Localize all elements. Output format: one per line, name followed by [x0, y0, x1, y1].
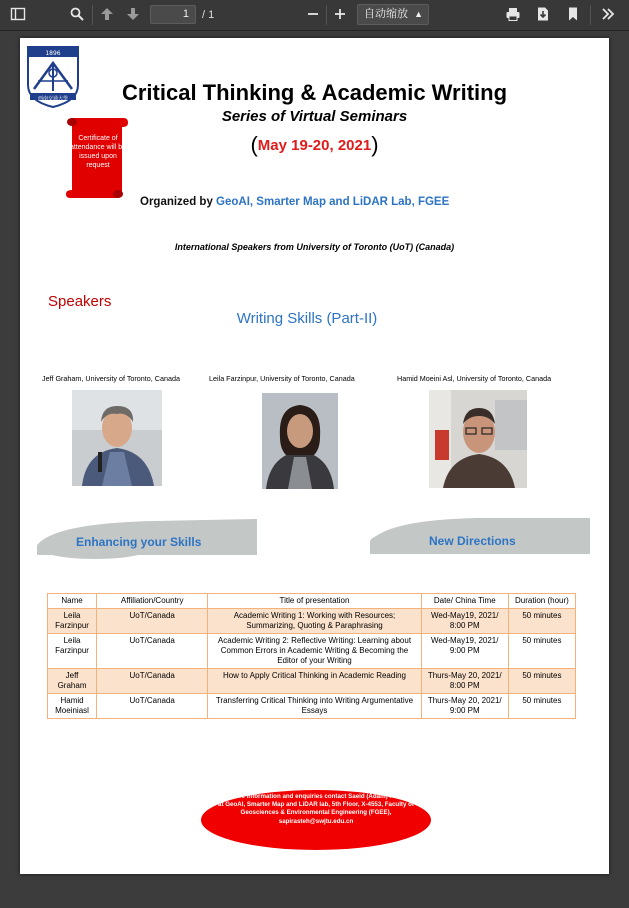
more-tools-icon[interactable] [600, 6, 616, 24]
toolbar-separator [92, 5, 93, 25]
table-row [48, 694, 576, 719]
international-speakers-note: International Speakers from University of Toronto (UoT) (Canada) [174, 242, 455, 252]
cell-name: Jeff Graham [48, 669, 97, 694]
down-arrow-icon[interactable] [125, 6, 141, 24]
contact-text: For more information and enquiries contact Saeid (Adam) Pirasteh at GeoAI, Smarter Map and LiDAR lab, 5th Floor, X-4553, Faculty of Geosciences & Environmental Engineering (FGEE), sapirasteh@swjtu.edu.cn [218, 793, 414, 825]
pdf-toolbar [0, 0, 629, 31]
svg-text:1896: 1896 [45, 50, 61, 57]
zoom-select-label: 自动缩放 [364, 8, 408, 20]
dates-close-paren: ) [371, 132, 379, 157]
pdf-page [20, 38, 609, 874]
toolbar-separator [326, 5, 327, 25]
cell-affiliation: UoT/Canada [97, 669, 208, 694]
section-title: Writing Skills (Part-II) [236, 310, 378, 327]
dates-text: May 19-20, 2021 [257, 137, 372, 154]
cell-affiliation: UoT/Canada [97, 609, 208, 634]
table-header-row [48, 594, 576, 609]
organizer-line [140, 196, 449, 208]
page-number-input[interactable]: 1 [150, 5, 196, 24]
cell-title: How to Apply Critical Thinking in Academic Reading [208, 669, 421, 694]
cell-affiliation: UoT/Canada [97, 634, 208, 669]
page-total: / 1 [202, 9, 215, 21]
speaker-name-2: Leila Farzinpur, University of Toronto, Canada [209, 374, 355, 383]
document-title: Critical Thinking & Academic Writing [121, 80, 508, 105]
cell-name: Leila Farzinpur [48, 609, 97, 634]
col-header-name: Name [48, 594, 97, 609]
zoom-in-icon[interactable] [333, 6, 347, 24]
dates-open-paren: ( [250, 132, 258, 157]
schedule-table [47, 593, 576, 719]
cell-duration: 50 minutes [508, 669, 575, 694]
col-header-title: Title of presentation [208, 594, 421, 609]
cell-title: Transferring Critical Thinking into Writing Argumentative Essays [208, 694, 421, 719]
banner-left-text: Enhancing your Skills [76, 535, 202, 549]
cell-duration: 50 minutes [508, 609, 575, 634]
chevron-updown-icon: ▲︎ [414, 9, 423, 19]
cell-duration: 50 minutes [508, 634, 575, 669]
table-row [48, 669, 576, 694]
speaker-photo-2 [262, 393, 338, 489]
banner-right-text: New Directions [429, 534, 516, 548]
cell-duration: 50 minutes [508, 694, 575, 719]
print-icon[interactable] [505, 6, 521, 24]
certificate-text: Certificate of attendance will be issued upon request [69, 135, 127, 169]
cell-date: Wed-May19, 2021/ 9:00 PM [421, 634, 508, 669]
zoom-select[interactable] [357, 4, 429, 25]
table-row [48, 634, 576, 669]
logo-caption: 西南交通大學 [37, 96, 68, 102]
cell-title: Academic Writing 1: Working with Resources; Summarizing, Quoting & Paraphrasing [208, 609, 421, 634]
col-header-date: Date/ China Time [421, 594, 508, 609]
speaker-name-1: Jeff Graham, University of Toronto, Canada [42, 374, 180, 383]
cell-affiliation: UoT/Canada [97, 694, 208, 719]
col-header-duration: Duration (hour) [508, 594, 575, 609]
speakers-heading: Speakers [48, 293, 112, 310]
speaker-photo-3 [429, 390, 527, 488]
cell-date: Thurs-May 20, 2021/ 8:00 PM [421, 669, 508, 694]
cell-date: Wed-May19, 2021/ 8:00 PM [421, 609, 508, 634]
speaker-name-3: Hamid Moeini Asl, University of Toronto, Canada [397, 374, 552, 383]
up-arrow-icon[interactable] [99, 6, 115, 24]
sidebar-toggle-icon[interactable] [10, 6, 26, 24]
cell-title: Academic Writing 2: Reflective Writing: Learning about Common Errors in Academic Writing & Becoming the Editor of your Writing [208, 634, 421, 669]
zoom-out-icon[interactable] [306, 6, 320, 24]
organizer-lab: GeoAI, Smarter Map and LiDAR Lab, FGEE [216, 196, 450, 208]
speaker-photo-1 [72, 390, 162, 486]
document-subtitle: Series of Virtual Seminars [221, 108, 408, 125]
search-icon[interactable] [69, 6, 85, 24]
organized-prefix: Organized by [140, 196, 217, 208]
bookmark-icon[interactable] [566, 6, 580, 24]
cell-name: Leila Farzinpur [48, 634, 97, 669]
cell-date: Thurs-May 20, 2021/ 9:00 PM [421, 694, 508, 719]
col-header-affiliation: Affiliation/Country [97, 594, 208, 609]
toolbar-separator [590, 5, 591, 25]
table-row [48, 609, 576, 634]
cell-name: Hamid Moeiniasl [48, 694, 97, 719]
download-icon[interactable] [535, 6, 551, 24]
